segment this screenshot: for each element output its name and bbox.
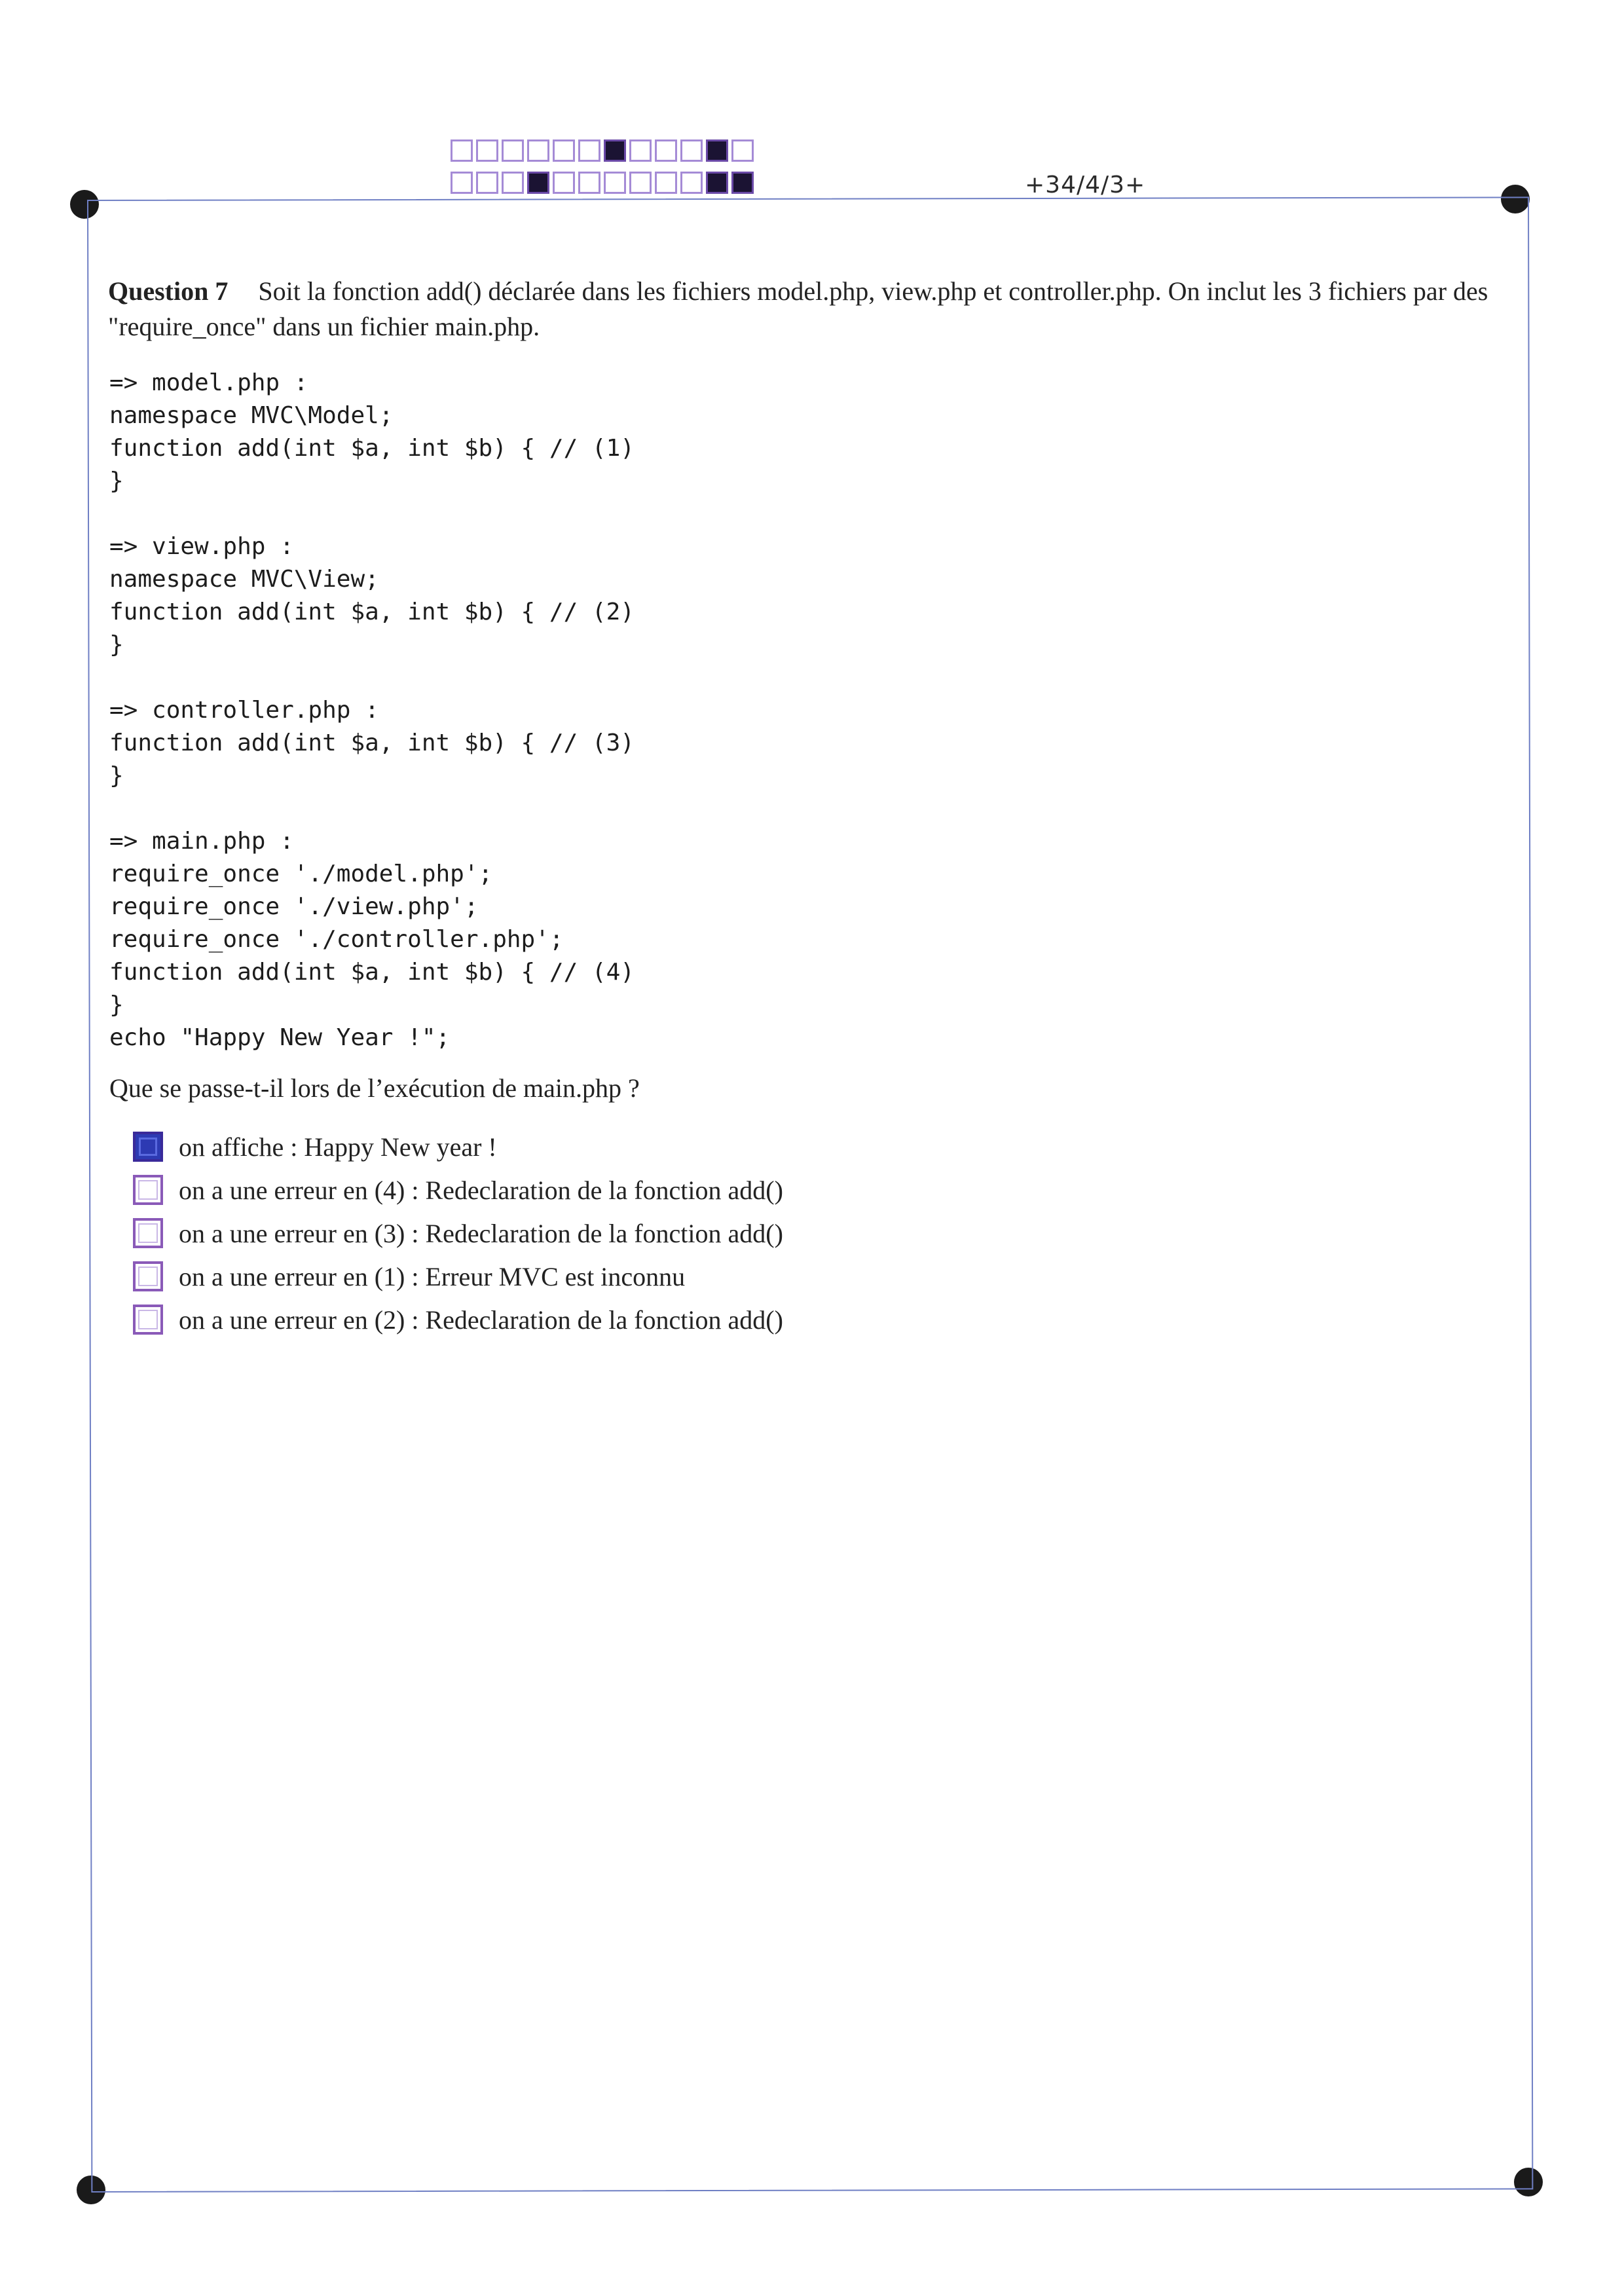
answer-checkbox[interactable] [133,1218,163,1248]
question-text: Soit la fonction add() déclarée dans les fichiers model.php, view.php et controller.php. On inclut les 3 fichiers par des "require_once" dans un fichier main.php. [108,276,1488,341]
code-line: } [109,991,124,1018]
code-line: } [109,631,124,658]
answer-label: on a une erreur en (2) : Redeclaration de la fonction add() [179,1305,783,1335]
answer-option[interactable] [133,1168,783,1212]
code-line: namespace MVC\View; [109,566,379,593]
code-line: => view.php : [109,533,294,560]
code-cell [731,139,754,162]
answer-checkbox[interactable] [133,1261,163,1291]
code-cell [731,172,754,194]
code-cell [655,139,677,162]
code-cell [476,139,498,162]
code-line: => model.php : [109,369,308,396]
code-line: echo "Happy New Year !"; [109,1024,451,1051]
code-cell [502,172,524,194]
code-line: } [109,468,124,494]
code-cell [706,172,728,194]
code-cell [502,139,524,162]
code-cell [527,172,549,194]
answer-option[interactable] [133,1298,783,1341]
code-listing [109,367,635,1054]
code-line: require_once './view.php'; [109,893,479,920]
answer-checkbox[interactable] [133,1175,163,1205]
page-code-row-top [451,139,757,162]
question-statement [108,274,1496,344]
answer-option[interactable] [133,1212,783,1255]
code-cell [655,172,677,194]
code-spacer [109,661,635,694]
code-spacer [109,498,635,530]
answer-checkbox-checked[interactable] [133,1132,163,1162]
code-cell [451,172,473,194]
code-line: require_once './controller.php'; [109,926,564,953]
page-identifier: +34/4/3+ [1025,172,1146,198]
code-cell [604,172,626,194]
code-cell [680,172,703,194]
answer-option[interactable] [133,1125,783,1168]
page-code-row-bottom [451,172,757,194]
code-cell [578,172,600,194]
code-cell [527,139,549,162]
code-cell [578,139,600,162]
code-line: => main.php : [109,828,294,855]
code-cell [451,139,473,162]
code-cell [629,172,652,194]
code-line: function add(int $a, int $b) { // (4) [109,959,635,986]
code-spacer [109,792,635,825]
code-line: function add(int $a, int $b) { // (2) [109,599,635,625]
code-line: } [109,762,124,789]
question-prompt: Que se passe-t-il lors de l’exécution de main.php ? [109,1073,640,1103]
code-cell [553,139,575,162]
code-line: => controller.php : [109,697,379,724]
code-cell [476,172,498,194]
answer-label: on a une erreur en (1) : Erreur MVC est inconnu [179,1261,686,1291]
code-cell [553,172,575,194]
answer-label: on affiche : Happy New year ! [179,1132,497,1162]
code-line: namespace MVC\Model; [109,402,394,429]
question-label: Question 7 [108,276,229,306]
code-line: require_once './model.php'; [109,861,493,887]
answer-label: on a une erreur en (4) : Redeclaration de la fonction add() [179,1175,783,1205]
code-cell [706,139,728,162]
code-line: function add(int $a, int $b) { // (1) [109,435,635,462]
answer-list [133,1125,783,1341]
code-cell [680,139,703,162]
code-cell [629,139,652,162]
answer-label: on a une erreur en (3) : Redeclaration de la fonction add() [179,1218,783,1248]
code-cell [604,139,626,162]
answer-checkbox[interactable] [133,1305,163,1335]
answer-option[interactable] [133,1255,783,1298]
code-line: function add(int $a, int $b) { // (3) [109,730,635,756]
